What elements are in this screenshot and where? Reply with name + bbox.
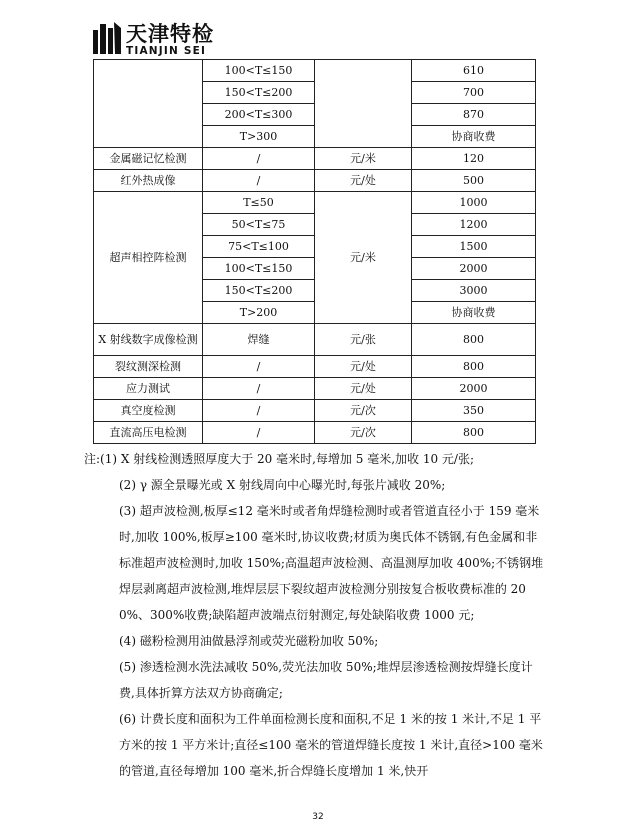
range-cell: 75<T≤100 <box>203 236 315 258</box>
item-cell: 裂纹测深检测 <box>94 356 203 378</box>
item-cell: 真空度检测 <box>94 400 203 422</box>
note-2: (2) γ 源全景曝光或 X 射线周向中心曝光时,每张片减收 20%; <box>119 478 446 492</box>
price-cell: 700 <box>412 82 536 104</box>
price-cell: 800 <box>412 422 536 444</box>
spec-cell: / <box>203 378 315 400</box>
table-row <box>94 324 536 356</box>
price-cell: 800 <box>412 356 536 378</box>
price-cell: 协商收费 <box>412 126 536 148</box>
unit-cell: 元/处 <box>315 356 412 378</box>
spec-cell: / <box>203 400 315 422</box>
spec-cell: 焊缝 <box>203 324 315 356</box>
range-cell: 200<T≤300 <box>203 104 315 126</box>
notes-section <box>84 446 545 784</box>
price-cell: 350 <box>412 400 536 422</box>
price-cell: 1500 <box>412 236 536 258</box>
unit-cell: 元/米 <box>315 192 412 324</box>
price-cell: 3000 <box>412 280 536 302</box>
item-cell: 直流高压电检测 <box>94 422 203 444</box>
price-cell: 120 <box>412 148 536 170</box>
item-cell: 金属磁记忆检测 <box>94 148 203 170</box>
fee-table <box>93 59 536 444</box>
price-cell: 1000 <box>412 192 536 214</box>
item-cell: 红外热成像 <box>94 170 203 192</box>
logo-building-icon <box>92 20 122 56</box>
range-cell: T>200 <box>203 302 315 324</box>
price-cell: 1200 <box>412 214 536 236</box>
company-logo <box>92 18 242 62</box>
price-cell: 协商收费 <box>412 302 536 324</box>
price-cell: 500 <box>412 170 536 192</box>
price-cell: 800 <box>412 324 536 356</box>
item-cell: 应力测试 <box>94 378 203 400</box>
table-row <box>94 60 536 82</box>
spec-cell: / <box>203 422 315 444</box>
price-cell: 2000 <box>412 378 536 400</box>
unit-cell: 元/处 <box>315 170 412 192</box>
table-row <box>94 422 536 444</box>
unit-cell-continued <box>315 60 412 148</box>
spec-cell: / <box>203 170 315 192</box>
note-1: 注:(1) X 射线检测透照厚度大于 20 毫米时,每增加 5 毫米,加收 10 元/张; <box>84 452 474 466</box>
unit-cell: 元/次 <box>315 422 412 444</box>
range-cell: T>300 <box>203 126 315 148</box>
item-cell-continued <box>94 60 203 148</box>
unit-cell: 元/张 <box>315 324 412 356</box>
note-4: (4) 磁粉检测用油做悬浮剂或荧光磁粉加收 50%; <box>119 634 379 648</box>
note-5: (5) 渗透检测水洗法减收 50%,荧光法加收 50%;堆焊层渗透检测按焊缝长度计费,具体折算方法双方协商确定; <box>119 660 533 700</box>
logo-text-cn: 天津特检 <box>126 21 214 46</box>
range-cell: 100<T≤150 <box>203 258 315 280</box>
unit-cell: 元/处 <box>315 378 412 400</box>
range-cell: 100<T≤150 <box>203 60 315 82</box>
range-cell: 50<T≤75 <box>203 214 315 236</box>
table-row <box>94 192 536 214</box>
range-cell: T≤50 <box>203 192 315 214</box>
spec-cell: / <box>203 356 315 378</box>
range-cell: 150<T≤200 <box>203 82 315 104</box>
range-cell: 150<T≤200 <box>203 280 315 302</box>
page-number: 32 <box>312 812 324 822</box>
spec-cell: / <box>203 148 315 170</box>
note-6: (6) 计费长度和面积为工件单面检测长度和面积,不足 1 米的按 1 米计,不足 1 平方米的按 1 平方米计;直径≤100 毫米的管道焊缝长度按 1 米计,直径>100 毫米的管道,直径每增加 100 毫米,折合焊缝长度增加 1 米,快开 <box>119 712 543 778</box>
logo-text-en: TIANJIN SEI <box>126 45 207 57</box>
unit-cell: 元/米 <box>315 148 412 170</box>
price-cell: 610 <box>412 60 536 82</box>
table-row <box>94 378 536 400</box>
note-3: (3) 超声波检测,板厚≤12 毫米时或者角焊缝检测时或者管道直径小于 159 毫米时,加收 100%,板厚≥100 毫米时,协议收费;材质为奥氏体不锈钢,有色金属和非标准超声波检测时,加收 150%;高温超声波检测、高温测厚加收 400%;不锈钢堆焊层剥离超声波检测,堆焊层层下裂纹超声波检测分别按复合板收费标准的 200%、300%收费;缺陷超声波端点衍射测定,每处缺陷收费 1000 元; <box>119 504 544 622</box>
item-cell: 超声相控阵检测 <box>94 192 203 324</box>
price-cell: 870 <box>412 104 536 126</box>
item-cell: X 射线数字成像检测 <box>94 324 203 356</box>
table-row <box>94 170 536 192</box>
table-row <box>94 356 536 378</box>
table-row <box>94 400 536 422</box>
table-row <box>94 148 536 170</box>
unit-cell: 元/次 <box>315 400 412 422</box>
price-cell: 2000 <box>412 258 536 280</box>
